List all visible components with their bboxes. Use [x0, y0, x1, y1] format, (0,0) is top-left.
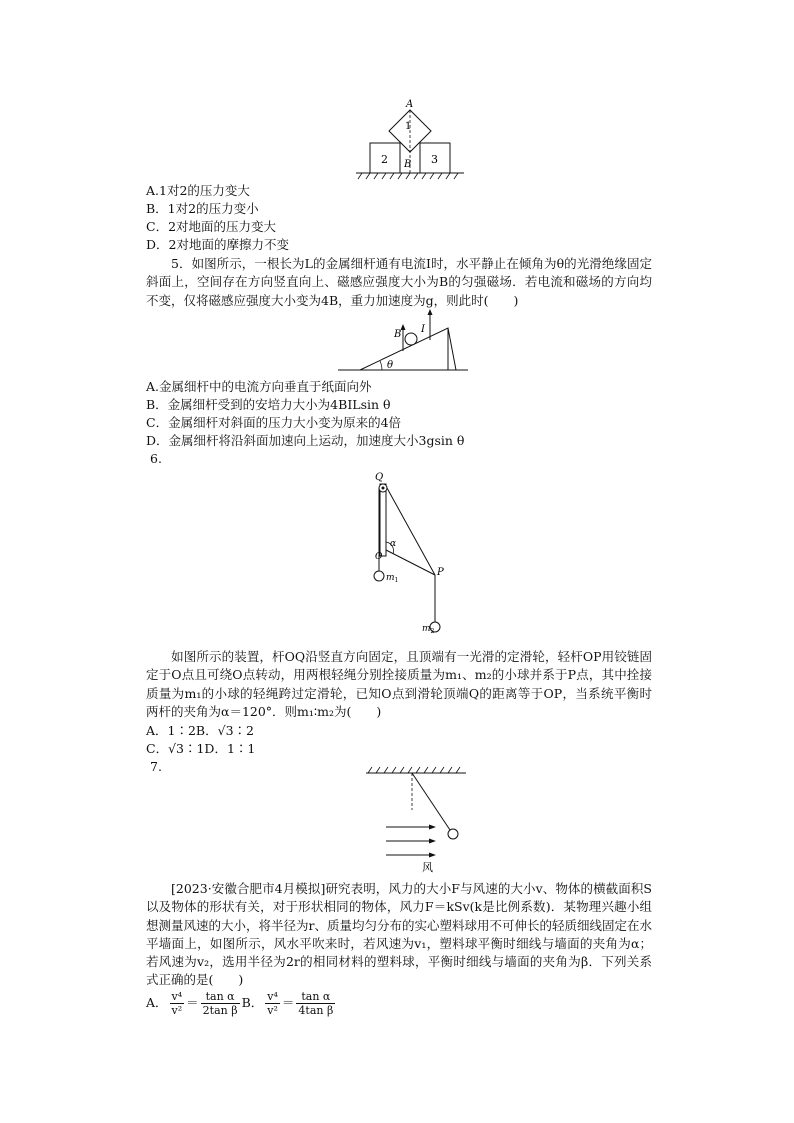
q4-option-b: B．1对2的压力变小 [146, 201, 259, 216]
q6-stem [146, 648, 652, 721]
label-m2-letter: m [422, 624, 431, 634]
q7-option-a-rhs [201, 990, 240, 1017]
thread [412, 773, 450, 830]
q7-option-a-rhs-den: 2tan β [202, 1004, 238, 1017]
q6-options-row-2: C．√3∶1D．1∶1 [146, 741, 256, 756]
label-B-field: B [394, 329, 402, 340]
theta-arc [380, 361, 382, 370]
q7-option-b-lhs-den: v² [267, 1004, 278, 1017]
plastic-ball [448, 829, 458, 839]
q4-option-d: D．2对地面的摩擦力不变 [146, 237, 289, 252]
q6-stem-text: 如图所示的装置，杆OQ沿竖直方向固定，且顶端有一光滑的定滑轮，轻杆OP用铰链固定于O点且可绕O点转动，用两根轻绳分别拴接质量为m₁、m₂的小球并系于P点，其中拴接质量为m₁的小球的轻绳跨过定滑轮，已知O点到滑轮顶端Q的距离等于OP，当系统平衡时两杆的夹角为α＝120°．则m₁∶m₂为( ) [146, 649, 652, 719]
label-theta: θ [387, 360, 394, 371]
figure-wind [366, 766, 470, 878]
q7-option-b-rhs [296, 990, 335, 1017]
q7-option-a-lhs [170, 990, 185, 1017]
metal-rod-circle [405, 333, 417, 345]
q5-option-c: C．金属细杆对斜面的压力大小变为原来的4倍 [146, 415, 402, 430]
wind-arrowheads [429, 825, 436, 858]
label-I: I [421, 324, 425, 335]
q5-option-a: A.金属细杆中的电流方向垂直于纸面向外 [146, 379, 372, 394]
q7-option-b-lhs [265, 990, 280, 1017]
q7-option-b-rhs-num: tan α [296, 990, 335, 1004]
label-O: O [375, 552, 383, 562]
label-m2-sub: 2 [430, 628, 435, 635]
label-1: 1 [405, 121, 412, 132]
figure-blocks [350, 96, 470, 180]
rope-QP [387, 488, 435, 575]
q5-stem [146, 255, 652, 310]
q7-stem-text: [2023·安徽合肥市4月模拟]研究表明，风力的大小F与风速的大小v、物体的横截面积S以及物体的形状有关，对于形状相同的物体，风力F＝kSv(k是比例系数)．某物理兴趣小组想测量风速的大小，将半径为r、质量均匀分布的实心塑料球用不可伸长的轻质细线固定在水平墙面上，如图所示，风水平吹来时，若风速为v₁，塑料球平衡时细线与墙面的夹角为α；若风速为v₂，选用半径为2r的相同材料的塑料球，平衡时细线与墙面的夹角为β．下列关系式正确的是( ) [146, 881, 652, 988]
pulley-center [382, 487, 385, 490]
ground-hatch [358, 173, 458, 179]
q5-stem-text: 5．如图所示，一根长为L的金属细杆通有电流I时，水平静止在倾角为θ的光滑绝缘固定斜面上，空间存在方向竖直向上、磁感应强度大小为B的匀强磁场．若电流和磁场的方向均不变，仅将磁感应强度大小变为4B，重力加速度为g，则此时( ) [146, 256, 652, 308]
q7-option-b-rhs-den: 4tan β [298, 1004, 334, 1017]
label-Q: Q [375, 472, 384, 483]
label-wind: 风 [422, 861, 433, 874]
label-B: B [404, 159, 412, 170]
label-m1 [386, 573, 398, 584]
q7-option-b-lhs-num: v⁴ [267, 990, 278, 1003]
wind-arrows [386, 827, 430, 855]
ball-m1 [374, 571, 384, 581]
q6-options-row-1: A．1∶2B．√3∶2 [146, 723, 254, 738]
q6-number: 6. [150, 451, 162, 466]
q5-option-d: D．金属细杆将沿斜面加速向上运动，加速度大小3gsin θ [146, 433, 465, 448]
q7-option-a-lhs-den: v² [171, 1004, 183, 1017]
label-A: A [406, 99, 414, 110]
label-alpha: α [390, 539, 397, 549]
figure-pulley [366, 470, 466, 636]
ceiling-hatch [368, 767, 460, 773]
q4-option-a: A.1对2的压力变大 [146, 183, 250, 198]
label-m1-sub: 1 [394, 577, 399, 584]
q4-option-c: C．2对地面的压力变大 [146, 219, 277, 234]
q5-option-b: B．金属细杆受到的安培力大小为4BILsin θ [146, 397, 391, 412]
q7-option-b-eq: ＝ [281, 995, 295, 1010]
label-P: P [437, 567, 444, 578]
rod-OQ [380, 484, 386, 556]
q7-stem [146, 880, 652, 990]
q7-option-b-label: B． [241, 995, 264, 1010]
q7-option-a-rhs-num: tan α [201, 990, 240, 1004]
q7-option-a-lhs-num: v⁴ [171, 990, 183, 1003]
q7-option-a-label: A． [146, 995, 168, 1010]
field-B-arrowhead-2 [428, 309, 433, 315]
incline-back [448, 328, 456, 370]
incline-wedge [360, 328, 448, 370]
label-2: 2 [381, 153, 388, 166]
figure-incline [338, 306, 470, 374]
q7-options [146, 990, 337, 1017]
q7-option-a-eq: ＝ [186, 995, 199, 1010]
label-3: 3 [431, 153, 438, 166]
label-m1-letter: m [386, 573, 395, 583]
q7-number: 7. [150, 759, 162, 774]
